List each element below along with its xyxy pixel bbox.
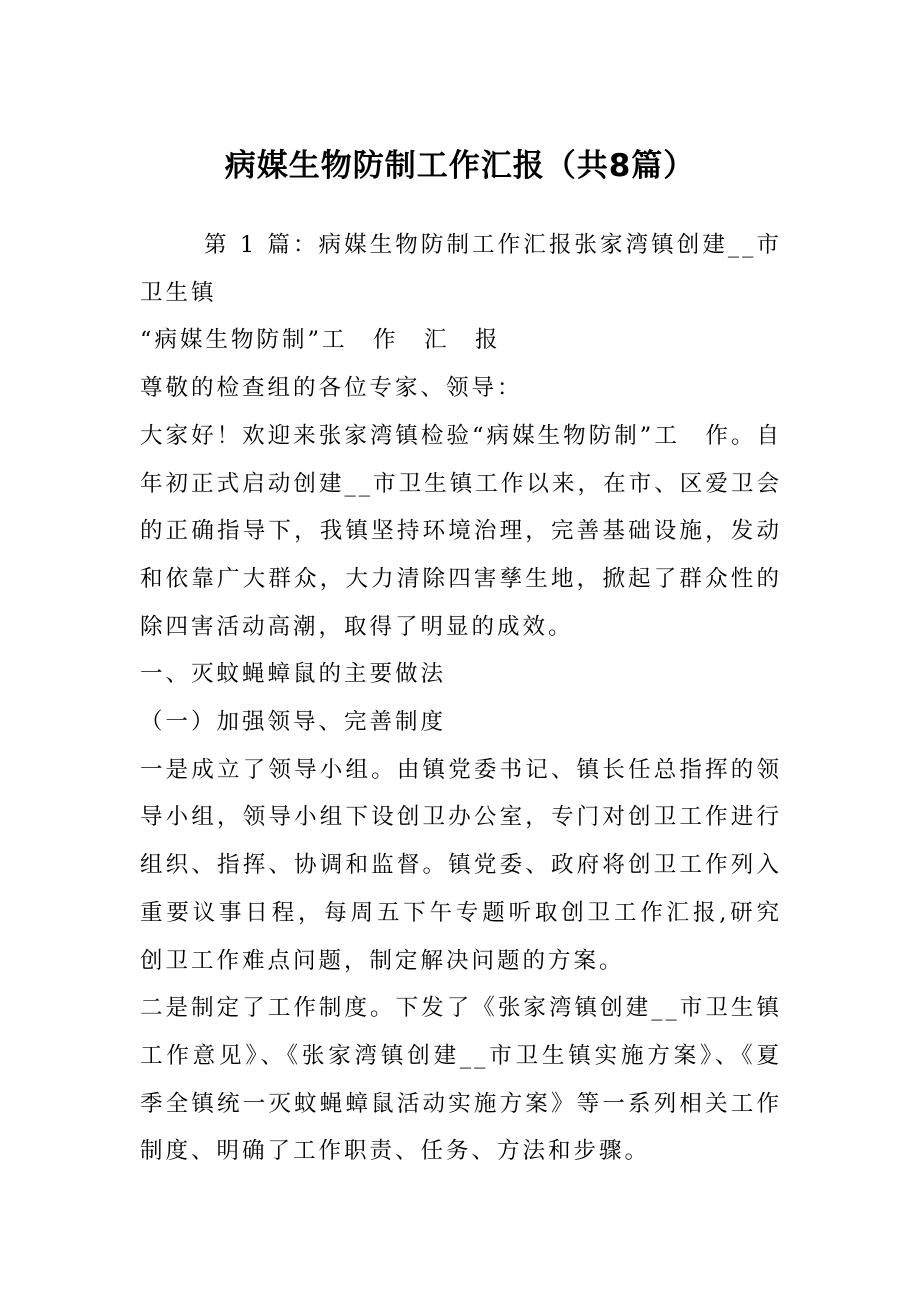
chapter-heading: 第 1 篇：病媒生物防制工作汇报张家湾镇创建__市卫生镇 [140,232,782,306]
report-heading: “病媒生物防制”工 作 汇 报 [140,327,501,354]
subsection-heading: （一）加强领导、完善制度 [140,709,447,736]
salutation: 尊敬的检查组的各位专家、领导： [140,375,523,402]
body-paragraph: 一是成立了领导小组。由镇党委书记、镇长任总指挥的领导小组，领导小组下设创卫办公室，专门对创卫工作进行组织、指挥、协调和监督。镇党委、政府将创卫工作列入重要议事日程，每周五下午专题听取创卫工作汇报,研究创卫工作难点问题，制定解决问题的方案。 [140,756,782,974]
document-body [140,222,782,1176]
section-heading: 一、灭蚊蝇蟑鼠的主要做法 [140,661,447,688]
document-title: 病媒生物防制工作汇报（共8篇） [224,148,696,184]
body-paragraph: 二是制定了工作制度。下发了《张家湾镇创建__市卫生镇工作意见》、《张家湾镇创建__市卫生镇实施方案》、《夏季全镇统一灭蚊蝇蟑鼠活动实施方案》等一系列相关工作制度、明确了工作职责、任务、方法和步骤。 [140,995,782,1165]
intro-paragraph: 大家好！欢迎来张家湾镇检验“病媒生物防制”工 作。自年初正式启动创建__市卫生镇工作以来，在市、区爱卫会的正确指导下，我镇坚持环境治理，完善基础设施，发动和依靠广大群众，大力清除四害孳生地，掀起了群众性的除四害活动高潮，取得了明显的成效。 [140,422,782,640]
